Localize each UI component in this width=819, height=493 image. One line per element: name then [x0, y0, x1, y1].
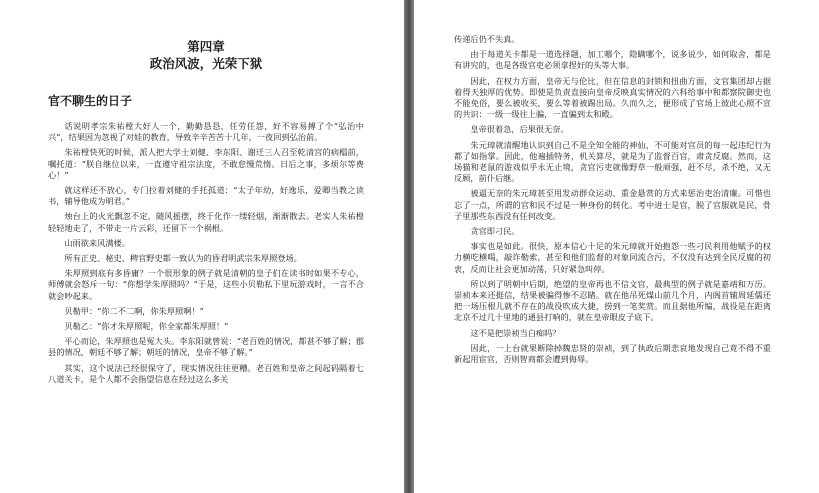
paragraph: 因此，在权力方面，皇帝无与伦比，但在信息的封锁和扭曲方面，文官集团却占据着得天独厚的优势。即使是负责直接向皇帝反映真实情况的六科给事中和都察院御史也不能免俗，要么被收买，要么等着被踢出局。久而久之，便形成了官场上彼此心照不宣的共识：一级一级往上骗，一直骗到太和殿。: [454, 75, 771, 120]
paragraph: 所以到了明朝中后期，绝望的皇帝再也不信文官，最典型的例子就是嘉靖和万历。崇祯本来还挺信，结果被骗得惨不忍睹。就在他吊死煤山前几个月，内阁首辅周延儒还把一场压根儿就不存在的战役吹成大捷，捞到一笔奖赏。而且据他所编，战役是在距离北京不过几十里地的通县打响的，就在皇帝眼皮子底下。: [454, 278, 771, 323]
paragraph: 其实，这个说法已经很保守了，现实情况往往更糟。老百姓和皇帝之间起码隔着七八道关卡，是个人都不会指望信息在经过这么多关: [48, 362, 364, 384]
paragraph: 传递后仍不失真。: [454, 34, 520, 44]
chapter-number: 第四章: [187, 39, 225, 54]
paragraph: 由于每道关卡都是一道选择题，加工哪个，隐瞒哪个，说多说少，如何取舍，都是有讲究的，也是各级官吏必须拿捏好的头等大事。: [454, 49, 771, 71]
paragraph: 因此，一上台就果断除掉魏忠贤的崇祯，到了执政后期悲哀地发现自己竟不得不重新起用宦官，否则智商都会遭到侮辱。: [454, 342, 771, 365]
paragraph: 朱厚照到底有多昏庸？一个很形象的例子就是清朝的皇子们在读书时如果不专心，师傅就会怒斥一句：“你想学朱厚照吗？”于是，这些小贝勒私下里玩游戏时，一言不合就会吵起来。: [48, 268, 364, 301]
paragraph: 被逼无奈的朱元璋甚至用发动群众运动、重金悬赏的方式来惩治吏治清廉。可惜也忘了一点，所谓的官和民不过是一种身份的转化。考中进士是官，脱了官服就是民，骨子里那些东西没有任何改变。: [454, 188, 771, 221]
paragraph: 贪官即刁民。: [470, 226, 520, 237]
paragraph: 话说明孝宗朱祐樘大好人一个，勤勤恳恳，任劳任怨，好不容易搏了个“弘治中兴”，结果因为忽视了对娃的教育，导致辛辛苦苦十几年，一夜回到弘治前。: [48, 121, 364, 143]
paragraph: 贝勒甲：“你二不二啊，你朱厚照啊！”: [64, 305, 204, 316]
paragraph: 皇帝很着急，后果很无奈。: [470, 124, 569, 135]
paragraph: 山雨欲来风满楼。: [64, 237, 130, 248]
paragraph: 所有正史、秘史、稗官野史都一致认为的昏君明武宗朱厚照登场。: [64, 253, 302, 264]
paragraph: 朱元璋就清醒地认识到自己不是全知全能的神仙，不可能对官员的每一起违纪行为都了如指掌。因此，他遍插特务，机关算尽，就是为了监督百官，肃贪反腐。然而，这场猫和老鼠的游戏似乎永无止境，贪官污吏就像野草一般顽强，赶不尽，杀不绝，又无反顾，前仆后继。: [454, 139, 771, 184]
paragraph: 就这样还不放心，专门拉着刘健的手托孤道：“太子年幼，好逸乐，爱卿当教之读书，辅导他成为明君。”: [48, 185, 364, 207]
paragraph: 这不是把崇祯当白痴吗？: [470, 327, 561, 338]
paragraph: 朱祐樘快死的时候，派人把大学士刘健、李东阳、谢迁三人召至乾清宫的病榻前，嘱托道：“朕自继位以来，一直遵守祖宗法度，不敢怠慢荒惰。日后之事，多烦尔等费心！”: [48, 147, 364, 180]
paragraph: 贝勒乙：“你才朱厚照呢，你全家都朱厚照！”: [64, 321, 229, 332]
book-spine: [404, 0, 414, 493]
section-title: 官不聊生的日子: [48, 94, 133, 108]
chapter-title: 政治风波，光荣下狱: [149, 56, 263, 71]
chapter-heading: [48, 38, 364, 72]
left-page: [0, 0, 404, 493]
paragraph: 烛台上的火光飘忽不定，随风摇摆，终于化作一缕轻烟，渐渐散去。老实人朱祐樘轻轻地走了，不带走一片云彩，还留下一个祸根。: [48, 211, 364, 233]
paragraph: 事实也是如此。很快，原本信心十足的朱元璋就开始抱怨一些刁民利用他赋予的权力横吃横喝，敲诈勒索，甚至和他们监督的对象同流合污，不仅没有达到全民反腐的初衷，反而让社会更加动荡，只好紧急叫停。: [454, 241, 771, 274]
paragraph: 平心而论，朱厚照也是冤大头。李东阳就曾说：“老百姓的情况，都甚不够了解；郡县的情况，朝廷不够了解；朝廷的情况，皇帝不够了解。”: [48, 336, 364, 358]
right-page: [414, 0, 819, 493]
